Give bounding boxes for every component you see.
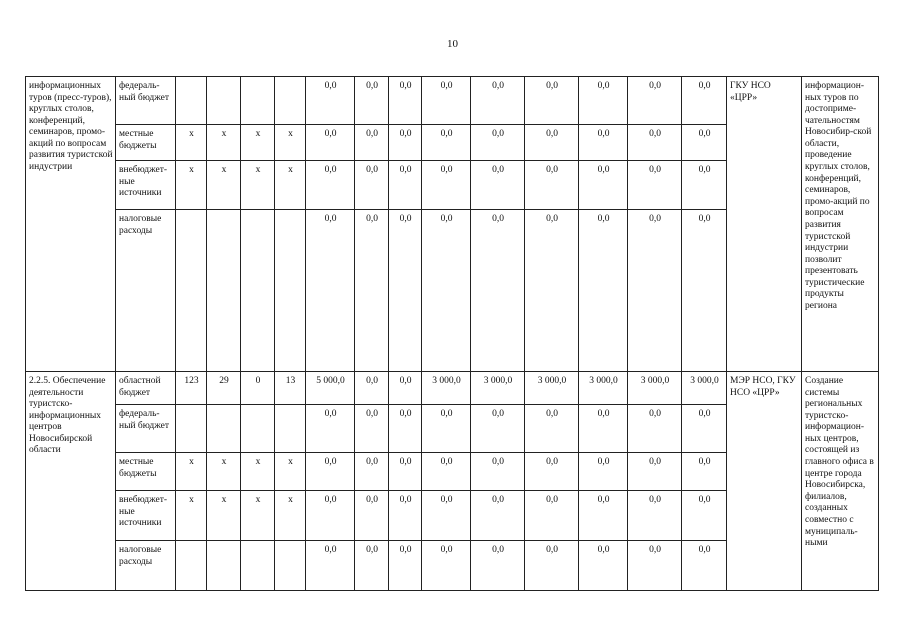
amount-cell: 0,0 — [525, 161, 579, 210]
amount-cell: 3 000,0 — [579, 372, 628, 405]
amount-cell: 0,0 — [682, 125, 727, 161]
amount-cell: 0,0 — [306, 491, 355, 541]
page-number: 10 — [447, 38, 458, 50]
indicator-cell: х — [207, 125, 241, 161]
amount-cell: 0,0 — [306, 210, 355, 372]
indicator-cell — [207, 405, 241, 453]
amount-cell: 0,0 — [682, 541, 727, 591]
amount-cell: 0,0 — [306, 161, 355, 210]
indicator-cell — [207, 77, 241, 125]
amount-cell: 0,0 — [422, 541, 471, 591]
indicator-cell — [176, 77, 207, 125]
amount-cell: 0,0 — [682, 161, 727, 210]
amount-cell: 0,0 — [422, 210, 471, 372]
amount-cell: 0,0 — [389, 210, 422, 372]
amount-cell: 0,0 — [628, 453, 682, 491]
indicator-cell: 29 — [207, 372, 241, 405]
amount-cell: 0,0 — [628, 161, 682, 210]
amount-cell: 0,0 — [579, 541, 628, 591]
indicator-cell: 0 — [241, 372, 275, 405]
amount-cell: 0,0 — [579, 405, 628, 453]
indicator-cell — [275, 210, 306, 372]
amount-cell: 0,0 — [355, 77, 389, 125]
amount-cell: 0,0 — [355, 161, 389, 210]
amount-cell: 0,0 — [471, 77, 525, 125]
amount-cell: 0,0 — [306, 77, 355, 125]
event-title-cell: 2.2.5. Обеспечение деятельности туристско-информационных центров Новосибирской области — [26, 372, 116, 591]
table-row — [26, 372, 879, 405]
amount-cell: 0,0 — [471, 541, 525, 591]
amount-cell: 0,0 — [471, 453, 525, 491]
amount-cell: 0,0 — [306, 125, 355, 161]
amount-cell: 3 000,0 — [682, 372, 727, 405]
amount-cell: 0,0 — [525, 125, 579, 161]
funding-source-cell: налоговые расходы — [116, 541, 176, 591]
indicator-cell: х — [275, 491, 306, 541]
amount-cell: 3 000,0 — [525, 372, 579, 405]
amount-cell: 0,0 — [355, 491, 389, 541]
amount-cell: 0,0 — [389, 125, 422, 161]
amount-cell: 0,0 — [355, 541, 389, 591]
amount-cell: 0,0 — [422, 161, 471, 210]
amount-cell: 0,0 — [389, 372, 422, 405]
indicator-cell — [207, 210, 241, 372]
indicator-cell: 123 — [176, 372, 207, 405]
amount-cell: 0,0 — [682, 491, 727, 541]
funding-source-cell: внебюджет-ные источники — [116, 491, 176, 541]
indicator-cell — [241, 541, 275, 591]
amount-cell: 0,0 — [525, 541, 579, 591]
amount-cell: 0,0 — [579, 491, 628, 541]
amount-cell: 0,0 — [355, 405, 389, 453]
amount-cell: 0,0 — [628, 77, 682, 125]
indicator-cell: х — [176, 161, 207, 210]
indicator-cell: х — [241, 125, 275, 161]
amount-cell: 0,0 — [422, 453, 471, 491]
funding-source-cell: налоговые расходы — [116, 210, 176, 372]
indicator-cell — [241, 405, 275, 453]
amount-cell: 0,0 — [306, 405, 355, 453]
indicator-cell: х — [241, 491, 275, 541]
budget-table — [25, 76, 879, 591]
amount-cell: 0,0 — [628, 541, 682, 591]
funding-source-cell: федераль-ный бюджет — [116, 77, 176, 125]
expected-result-cell: Создание системы региональных туристско-информацион-ных центров, состоящей из главного офиса в центре города Новосибирска, филиалов, созданных совместно с муниципаль-ными — [802, 372, 879, 591]
amount-cell: 0,0 — [355, 453, 389, 491]
indicator-cell — [275, 405, 306, 453]
amount-cell: 0,0 — [389, 491, 422, 541]
indicator-cell: х — [207, 453, 241, 491]
amount-cell: 0,0 — [471, 491, 525, 541]
indicator-cell — [241, 210, 275, 372]
amount-cell: 0,0 — [422, 491, 471, 541]
event-title-cell: информационных туров (пресс-туров), круглых столов, конференций, семинаров, промо-акций по вопросам развития туристской индустрии — [26, 77, 116, 372]
amount-cell: 0,0 — [471, 161, 525, 210]
executor-cell: МЭР НСО, ГКУ НСО «ЦРР» — [727, 372, 802, 591]
amount-cell: 0,0 — [525, 77, 579, 125]
amount-cell: 0,0 — [682, 405, 727, 453]
amount-cell: 3 000,0 — [422, 372, 471, 405]
indicator-cell: х — [176, 491, 207, 541]
amount-cell: 0,0 — [628, 491, 682, 541]
funding-source-cell: областной бюджет — [116, 372, 176, 405]
indicator-cell — [207, 541, 241, 591]
amount-cell: 0,0 — [525, 210, 579, 372]
amount-cell: 0,0 — [471, 125, 525, 161]
indicator-cell — [176, 405, 207, 453]
amount-cell: 0,0 — [355, 125, 389, 161]
amount-cell: 0,0 — [579, 125, 628, 161]
amount-cell: 5 000,0 — [306, 372, 355, 405]
indicator-cell: х — [207, 491, 241, 541]
amount-cell: 0,0 — [355, 372, 389, 405]
indicator-cell — [275, 541, 306, 591]
indicator-cell: 13 — [275, 372, 306, 405]
amount-cell: 0,0 — [628, 125, 682, 161]
amount-cell: 0,0 — [422, 125, 471, 161]
amount-cell: 0,0 — [628, 210, 682, 372]
amount-cell: 0,0 — [471, 210, 525, 372]
indicator-cell: х — [241, 161, 275, 210]
amount-cell: 0,0 — [579, 161, 628, 210]
amount-cell: 0,0 — [389, 453, 422, 491]
amount-cell: 0,0 — [389, 77, 422, 125]
funding-source-cell: внебюджет-ные источники — [116, 161, 176, 210]
amount-cell: 0,0 — [525, 453, 579, 491]
amount-cell: 0,0 — [579, 210, 628, 372]
amount-cell: 0,0 — [682, 453, 727, 491]
indicator-cell: х — [176, 453, 207, 491]
amount-cell: 3 000,0 — [628, 372, 682, 405]
indicator-cell: х — [275, 125, 306, 161]
amount-cell: 0,0 — [355, 210, 389, 372]
table-row — [26, 77, 879, 125]
funding-source-cell: федераль-ный бюджет — [116, 405, 176, 453]
funding-source-cell: местные бюджеты — [116, 125, 176, 161]
executor-cell: ГКУ НСО «ЦРР» — [727, 77, 802, 372]
amount-cell: 0,0 — [579, 77, 628, 125]
amount-cell: 0,0 — [471, 405, 525, 453]
amount-cell: 0,0 — [579, 453, 628, 491]
amount-cell: 0,0 — [422, 77, 471, 125]
amount-cell: 0,0 — [525, 405, 579, 453]
indicator-cell: х — [176, 125, 207, 161]
expected-result-cell: информацион-ных туров по достоприме-чательностям Новосибир-ской области, проведение круглых столов, конференций, семинаров, промо-акций по вопросам развития туристской индустрии позволит презентовать туристические продукты региона — [802, 77, 879, 372]
amount-cell: 3 000,0 — [471, 372, 525, 405]
amount-cell: 0,0 — [422, 405, 471, 453]
indicator-cell — [176, 210, 207, 372]
amount-cell: 0,0 — [389, 405, 422, 453]
indicator-cell — [275, 77, 306, 125]
amount-cell: 0,0 — [389, 541, 422, 591]
indicator-cell: х — [207, 161, 241, 210]
amount-cell: 0,0 — [306, 453, 355, 491]
indicator-cell — [241, 77, 275, 125]
amount-cell: 0,0 — [389, 161, 422, 210]
amount-cell: 0,0 — [306, 541, 355, 591]
amount-cell: 0,0 — [628, 405, 682, 453]
funding-source-cell: местные бюджеты — [116, 453, 176, 491]
amount-cell: 0,0 — [682, 77, 727, 125]
amount-cell: 0,0 — [525, 491, 579, 541]
indicator-cell: х — [275, 453, 306, 491]
indicator-cell: х — [275, 161, 306, 210]
indicator-cell — [176, 541, 207, 591]
indicator-cell: х — [241, 453, 275, 491]
amount-cell: 0,0 — [682, 210, 727, 372]
